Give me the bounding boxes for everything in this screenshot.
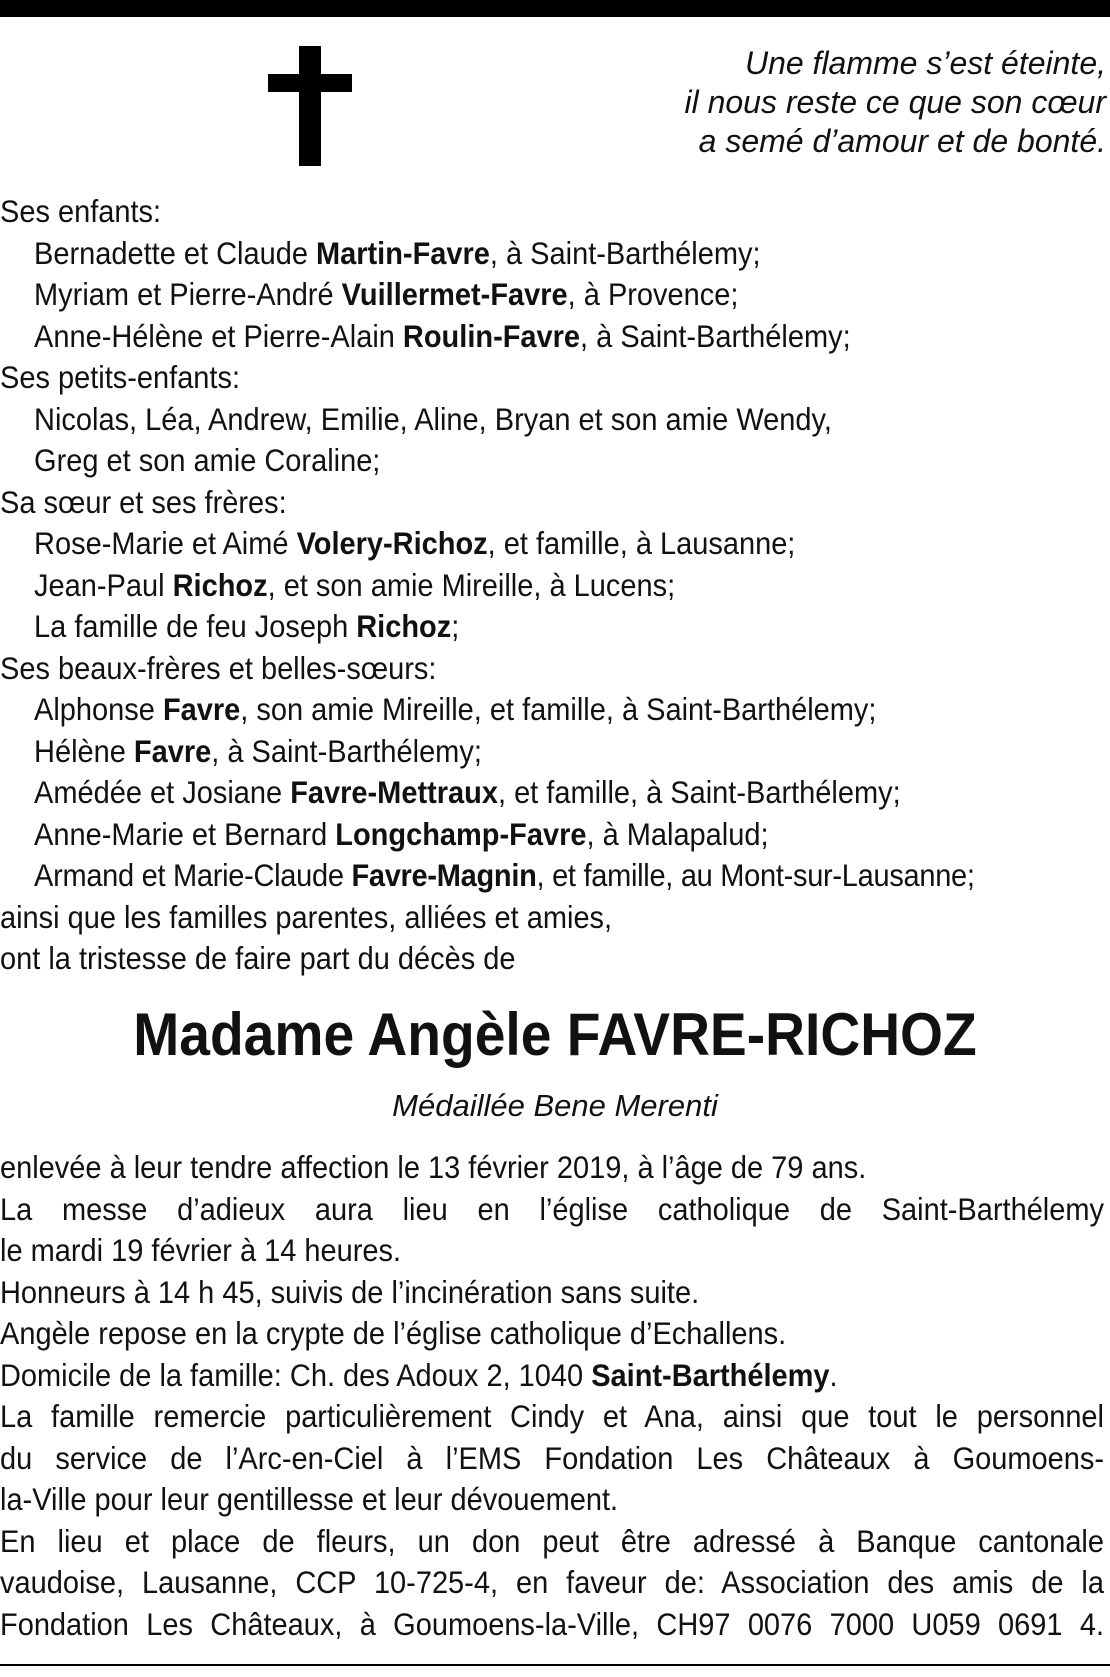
grandchildren-heading: Ses petits-enfants:: [0, 359, 241, 395]
entry-text: , et famille, au Mont-sur-Lausanne;: [536, 857, 975, 893]
epigraph-line: a semé d’amour et de bonté.: [698, 123, 1106, 159]
entry-text: ;: [451, 608, 460, 644]
entry-surname: Volery-Richoz: [296, 525, 488, 561]
entry-text: , et son amie Mireille, à Lucens;: [267, 566, 676, 603]
deceased-name: Madame Angèle FAVRE-RICHOZ: [133, 1001, 977, 1068]
family-list: [0, 191, 1021, 980]
closing-line: ainsi que les familles parentes, alliées et amies,: [0, 898, 613, 935]
entry-text: Hélène: [34, 732, 134, 769]
siblings-heading: Sa sœur et ses frères:: [0, 483, 287, 520]
donation-line: vaudoise, Lausanne, CCP 10-725-4, en faveur de: Association des amis de la: [0, 1564, 1104, 1600]
rest-line: Angèle repose en la crypte de l’église catholique d’Echallens.: [0, 1315, 787, 1351]
entry-surname: Martin-Favre: [315, 234, 490, 271]
death-notice: enlevée à leur tendre affection le 13 février 2019, à l’âge de 79 ans.: [0, 1149, 867, 1185]
entry-text: Bernadette et Claude: [34, 234, 316, 271]
entry-surname: Vuillermet-Favre: [341, 276, 568, 312]
cross-horizontal-bar: [268, 74, 352, 92]
domicile-text: Domicile de la famille: Ch. des Adoux 2, 1040: [0, 1356, 592, 1393]
entry-surname: Richoz: [356, 608, 452, 644]
entry-text: , à Saint-Barthélemy;: [580, 317, 851, 354]
family-entry: [0, 814, 1021, 856]
entry-surname: Favre-Mettraux: [290, 774, 498, 810]
family-entry: [0, 274, 1021, 316]
entry-text: Anne-Marie et Bernard: [34, 815, 336, 852]
epigraph-line: il nous reste ce que son cœur: [684, 84, 1106, 120]
entry-text: , et famille, à Lausanne;: [487, 525, 796, 561]
family-entry: [0, 233, 1021, 275]
epigraph-quote: [506, 44, 1106, 161]
entry-text: Myriam et Pierre-André: [34, 276, 342, 312]
entry-text: Alphonse: [34, 691, 163, 727]
thanks-line: du service de l’Arc-en-Ciel à l’EMS Fondation Les Châteaux à Goumoens-: [0, 1439, 1104, 1476]
epigraph-line: Une flamme s’est éteinte,: [744, 45, 1106, 81]
grandchildren-line: Nicolas, Léa, Andrew, Emilie, Aline, Bryan et son amie Wendy,: [34, 400, 832, 437]
domicile-text: .: [829, 1356, 838, 1393]
entry-text: , son amie Mireille, et famille, à Saint-Barthélemy;: [240, 691, 877, 727]
grandchildren-line: Greg et son amie Coraline;: [34, 442, 381, 478]
entry-text: , à Saint-Barthélemy;: [489, 234, 761, 271]
entry-surname: Roulin-Favre: [402, 317, 581, 354]
entry-surname: Favre: [133, 732, 212, 769]
entry-surname: Favre-Magnin: [351, 857, 537, 893]
funeral-details: [0, 1147, 1104, 1645]
family-entry: [0, 316, 1021, 358]
entry-text: La famille de feu Joseph: [34, 608, 357, 644]
thanks-line: La famille remercie particulièrement Cindy et Ana, ainsi que tout le personnel: [0, 1398, 1104, 1434]
deceased-honor: Médaillée Bene Merenti: [392, 1088, 718, 1123]
thanks-line: la-Ville pour leur gentillesse et leur dévouement.: [0, 1481, 619, 1517]
family-entry: [0, 523, 1021, 565]
family-entry: [0, 606, 1021, 648]
honors-line: Honneurs à 14 h 45, suivis de l’incinération sans suite.: [0, 1273, 700, 1310]
top-border-rule: [0, 0, 1110, 17]
mass-line: La messe d’adieux aura lieu en l’église catholique de Saint-Barthélemy: [0, 1190, 1104, 1227]
entry-text: , à Saint-Barthélemy;: [211, 732, 482, 769]
entry-text: , à Malapalud;: [586, 815, 769, 852]
family-entry: [0, 855, 1021, 897]
children-heading: Ses enfants:: [0, 193, 162, 229]
mass-line: le mardi 19 février à 14 heures.: [0, 1232, 402, 1268]
entry-text: Rose-Marie et Aimé: [34, 525, 297, 561]
entry-surname: Favre: [162, 691, 241, 727]
family-entry: [0, 689, 1021, 731]
donation-line: En lieu et place de fleurs, un don peut être adressé à Banque cantonale: [0, 1522, 1104, 1559]
domicile-town: Saint-Barthélemy: [591, 1356, 830, 1393]
family-entry: [0, 565, 1021, 607]
cross-vertical-bar: [299, 46, 321, 166]
entry-text: , et famille, à Saint-Barthélemy;: [497, 774, 901, 810]
entry-text: Amédée et Josiane: [34, 774, 291, 810]
entry-text: Anne-Hélène et Pierre-Alain: [34, 317, 403, 354]
entry-text: Jean-Paul: [34, 566, 173, 603]
cross-icon: [268, 46, 352, 166]
family-entry: [0, 731, 1021, 773]
bottom-border-rule: [0, 1664, 1110, 1666]
entry-surname: Longchamp-Favre: [335, 815, 587, 852]
domicile-line: [0, 1355, 1021, 1397]
inlaws-heading: Ses beaux-frères et belles-sœurs:: [0, 649, 437, 686]
closing-line: ont la tristesse de faire part du décès de: [0, 940, 516, 976]
entry-text: , à Provence;: [567, 276, 739, 312]
entry-text: Armand et Marie-Claude: [34, 857, 352, 893]
donation-line: Fondation Les Châteaux, à Goumoens-la-Ville, CH97 0076 7000 U059 0691 4.: [0, 1605, 1104, 1642]
entry-surname: Richoz: [172, 566, 268, 603]
family-entry: [0, 772, 1021, 814]
